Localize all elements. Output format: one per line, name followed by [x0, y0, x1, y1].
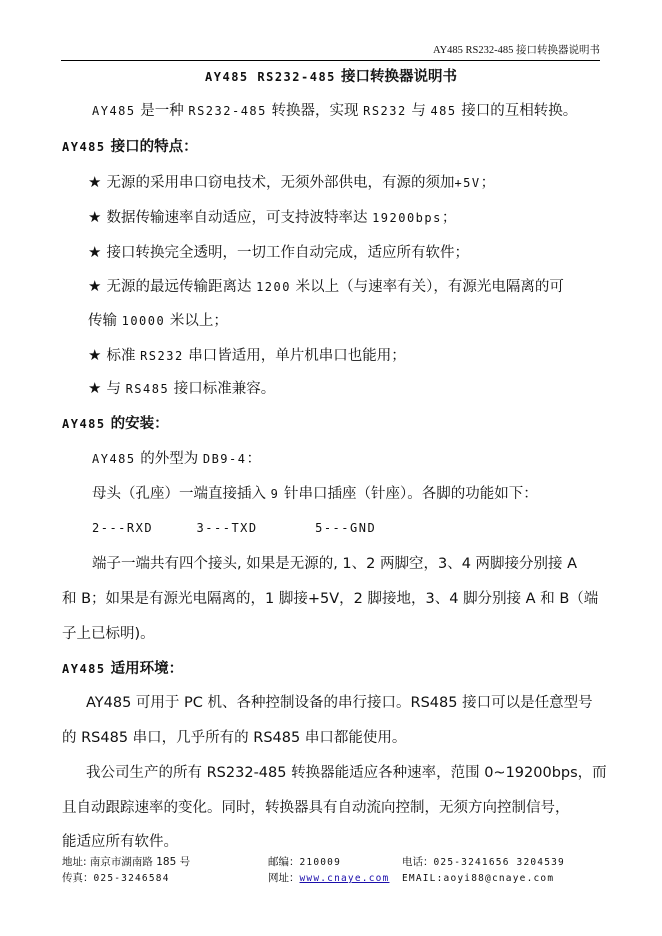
footer-email [402, 871, 554, 886]
intro-paragraph [92, 101, 577, 121]
fax-label: 传真： [62, 872, 94, 884]
feature-text: ； [480, 175, 496, 191]
install-text: 针串口插座（针座）。各脚的功能如下： [279, 486, 538, 502]
intro-text: 485 [430, 104, 457, 118]
feature-value: RS232 [140, 349, 184, 363]
feature-item-continuation [88, 311, 228, 331]
feature-text: ； [441, 210, 457, 226]
feature-text: 接口标准兼容。 [169, 381, 276, 397]
install-value: DB9-4 [202, 452, 247, 466]
intro-text: RS232-485 [188, 104, 267, 118]
footer-phone [402, 855, 565, 870]
title-model: AY485 RS232-485 [205, 70, 336, 84]
star-bullet-icon: ★ [88, 379, 102, 397]
feature-text: 与 [106, 381, 126, 397]
pin-item: 3---TXD [196, 521, 258, 535]
feature-text: 串口皆适用，单片机串口也能用； [183, 348, 406, 364]
document-title [0, 67, 662, 87]
intro-text: AY485 [92, 104, 136, 118]
install-value: 9 [270, 487, 280, 501]
terminal-text: 和 B；如果是有源光电隔离的，1 脚接+5V，2 脚接地，3、4 脚分别接 A 和 B（端 [62, 591, 599, 607]
email-label: EMAIL: [402, 873, 444, 884]
feature-item [88, 378, 275, 399]
intro-text: 接口的互相转换。 [456, 103, 578, 119]
feature-text: 无源的最远传输距离达 [106, 279, 257, 295]
feature-text: 无源的采用串口窃电技术，无须外部供电，有源的须加 [106, 175, 455, 191]
intro-text: 是一种 [135, 103, 189, 119]
heading-text: 适用环境： [105, 661, 184, 677]
feature-text: 接口转换完全透明，一切工作自动完成，适应所有软件； [106, 245, 469, 261]
heading-text: 的安装： [105, 416, 169, 432]
feature-text: 标准 [106, 348, 141, 364]
pin-list [92, 518, 376, 538]
heading-model: AY485 [62, 662, 106, 676]
postcode-value: 210009 [299, 857, 342, 868]
footer-address [62, 855, 190, 869]
features-heading [62, 137, 198, 157]
environment-heading [62, 659, 183, 679]
star-bullet-icon: ★ [88, 173, 102, 191]
postcode-label: 邮编： [268, 856, 300, 868]
running-header-title: AY485 RS232-485 接口转换器说明书 [432, 45, 600, 56]
email-value: aoyi88@cnaye.com [443, 873, 555, 884]
terminal-text: 子上已标明)。 [62, 626, 155, 642]
intro-text: RS232 [363, 104, 407, 118]
address-label: 地址: [62, 856, 87, 868]
feature-value: RS485 [125, 382, 170, 396]
environment-text: 且自动跟踪速率的变化。同时，转换器具有自动流向控制，无须方向控制信号， [62, 800, 570, 816]
web-label: 网址： [268, 872, 300, 884]
environment-text: 的 RS485 串口，几乎所有的 RS485 串口都能使用。 [62, 730, 407, 746]
fax-value: 025-3246584 [93, 873, 170, 884]
star-bullet-icon: ★ [88, 277, 102, 295]
intro-text: 与 [406, 103, 431, 119]
heading-model: AY485 [62, 417, 106, 431]
pin-item: 2---RXD [92, 521, 154, 535]
heading-model: AY485 [62, 140, 106, 154]
feature-value: 10000 [121, 314, 166, 328]
feature-value: 19200bps [372, 211, 442, 225]
feature-text: 数据传输速率自动适应，可支持波特率达 [106, 210, 373, 226]
running-header [61, 44, 600, 61]
environment-text: 我公司生产的所有 RS232-485 转换器能适应各种速率，范围 0~19200bps，而 [86, 765, 607, 781]
install-female [92, 484, 538, 504]
star-bullet-icon: ★ [88, 346, 102, 364]
feature-value: +5V [454, 176, 481, 190]
feature-text: 米以上； [165, 313, 228, 329]
feature-item [88, 242, 469, 263]
star-bullet-icon: ★ [88, 243, 102, 261]
footer-postcode [268, 855, 341, 870]
phone-value: 025-3241656 3204539 [433, 857, 565, 868]
install-text: 的外型为 [135, 451, 203, 467]
feature-text: 米以上（与速率有关），有源光电隔离的可 [290, 279, 564, 295]
environment-text: AY485 可用于 PC 机、各种控制设备的串行接口。RS485 接口可以是任意型号 [86, 695, 593, 711]
install-text: AY485 [92, 452, 136, 466]
feature-item [88, 207, 456, 228]
feature-item [88, 345, 406, 366]
feature-item [88, 172, 495, 193]
environment-text: 能适应所有软件。 [62, 834, 178, 850]
terminal-text: 端子一端共有四个接头, 如果是无源的, 1、2 两脚空，3、4 两脚接分别接 A [92, 556, 578, 572]
feature-text: 传输 [88, 313, 122, 329]
address-value: 南京市湖南路 185 号 [86, 856, 191, 868]
star-bullet-icon: ★ [88, 208, 102, 226]
title-text: 接口转换器说明书 [340, 69, 457, 85]
phone-label: 电话： [402, 856, 434, 868]
install-text: 母头（孔座）一端直接插入 [92, 486, 271, 502]
feature-value: 1200 [256, 280, 291, 294]
website-link[interactable]: www.cnaye.com [299, 873, 390, 884]
install-heading [62, 414, 169, 434]
pin-item: 5---GND [315, 521, 377, 535]
feature-item [88, 276, 564, 297]
install-shape [92, 449, 261, 469]
intro-text: 转换器，实现 [266, 103, 364, 119]
install-text: ： [246, 451, 261, 467]
footer-website [268, 871, 389, 886]
footer-fax [62, 871, 170, 886]
heading-text: 接口的特点： [105, 139, 198, 155]
